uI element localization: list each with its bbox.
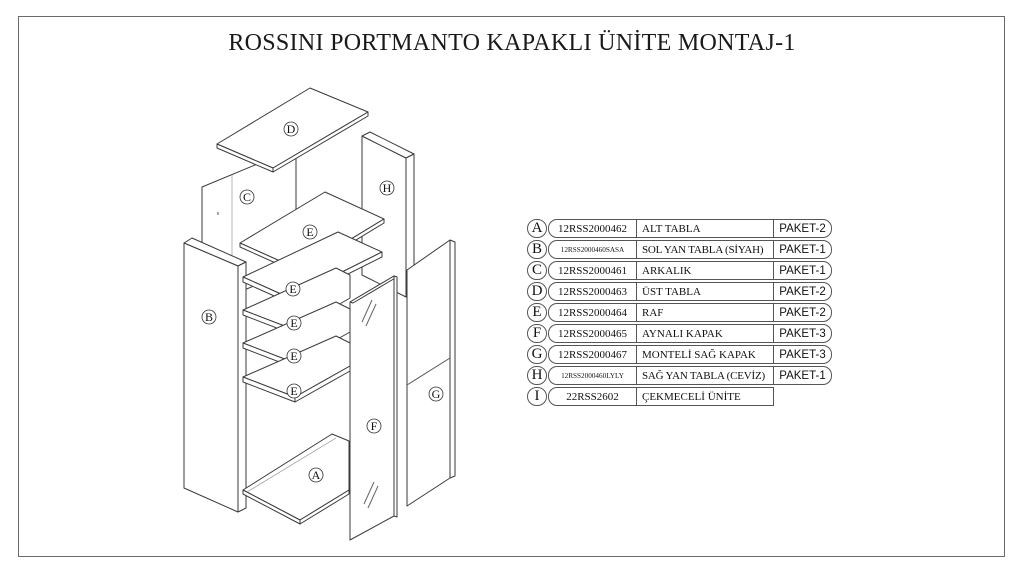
label-a-bottom: A <box>311 468 321 482</box>
part-letter: D <box>527 282 547 301</box>
part-letter: C <box>527 261 547 280</box>
part-package: PAKET-2 <box>774 219 832 238</box>
label-f-mirror: F <box>370 419 378 433</box>
part-code: 12RSS2000461 <box>548 261 636 280</box>
bottom-panel-a <box>243 434 349 524</box>
part-letter: H <box>527 366 547 385</box>
parts-row-f <box>527 323 847 344</box>
page-title: ROSSINI PORTMANTO KAPAKLI ÜNİTE MONTAJ-1 <box>228 30 796 56</box>
parts-row-d <box>527 281 847 302</box>
part-code: 22RSS2602 <box>548 387 636 406</box>
part-name: ALT TABLA <box>636 219 774 238</box>
part-letter: I <box>527 387 547 406</box>
label-e-shelf-1: E <box>306 225 314 239</box>
part-name: ÇEKMECELİ ÜNİTE <box>636 387 774 406</box>
label-e-shelf-2: E <box>289 282 297 296</box>
part-code: 12RSS2000460LYLY <box>548 366 636 385</box>
label-c-back: C <box>242 190 252 204</box>
part-name: SAĞ YAN TABLA (CEVİZ) <box>636 366 774 385</box>
part-package: PAKET-1 <box>774 366 832 385</box>
part-package: PAKET-3 <box>774 324 832 343</box>
part-name: MONTELİ SAĞ KAPAK <box>636 345 774 364</box>
label-b-left: B <box>204 310 214 324</box>
part-package: PAKET-3 <box>774 345 832 364</box>
part-letter: E <box>527 303 547 322</box>
label-g-door: G <box>431 387 441 401</box>
label-e-shelf-4: E <box>290 349 298 363</box>
parts-row-i <box>527 386 847 407</box>
parts-row-h <box>527 365 847 386</box>
part-code: 12RSS2000467 <box>548 345 636 364</box>
mirror-door-f <box>350 276 397 540</box>
parts-row-a <box>527 218 847 239</box>
part-code: 12RSS2000465 <box>548 324 636 343</box>
part-letter: B <box>527 240 547 259</box>
part-letter: F <box>527 324 547 343</box>
part-package: PAKET-1 <box>774 240 832 259</box>
part-name: ARKALIK <box>636 261 774 280</box>
part-package: PAKET-2 <box>774 303 832 322</box>
label-d-top: D <box>286 122 296 136</box>
parts-row-b <box>527 239 847 260</box>
parts-row-e <box>527 302 847 323</box>
part-name: AYNALI KAPAK <box>636 324 774 343</box>
parts-row-c <box>527 260 847 281</box>
part-package: PAKET-1 <box>774 261 832 280</box>
label-e-shelf-5: E <box>290 384 298 398</box>
part-name: SOL YAN TABLA (SİYAH) <box>636 240 774 259</box>
part-code: 12RSS2000460SASA <box>548 240 636 259</box>
label-e-shelf-3: E <box>290 316 298 330</box>
right-door-g <box>407 240 455 506</box>
part-name: ÜST TABLA <box>636 282 774 301</box>
part-package: PAKET-2 <box>774 282 832 301</box>
part-name: RAF <box>636 303 774 322</box>
part-letter: A <box>527 219 547 238</box>
part-code: 12RSS2000464 <box>548 303 636 322</box>
label-h-right: H <box>382 181 392 195</box>
parts-list-table <box>527 218 847 407</box>
part-letter: G <box>527 345 547 364</box>
left-side-panel-b <box>184 238 246 512</box>
part-code: 12RSS2000463 <box>548 282 636 301</box>
parts-row-g <box>527 344 847 365</box>
part-code: 12RSS2000462 <box>548 219 636 238</box>
